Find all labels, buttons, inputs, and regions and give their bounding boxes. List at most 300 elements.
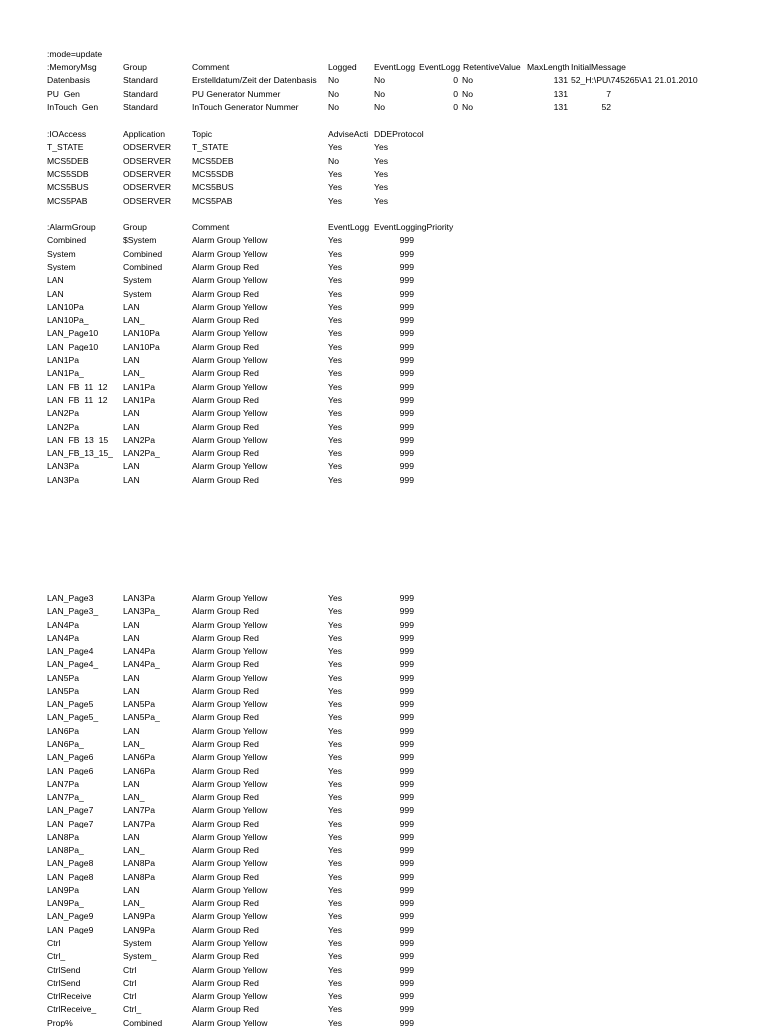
alarm-group-header — [0, 223, 768, 236]
cell: Yes — [328, 766, 343, 776]
table-row — [0, 157, 768, 170]
cell: Alarm Group Red — [192, 607, 259, 616]
cell: Group — [123, 223, 147, 232]
cell: 999 — [399, 342, 414, 352]
cell: System_ — [123, 289, 157, 299]
cell: 999 — [399, 832, 414, 842]
cell: 999 — [399, 422, 414, 432]
cell: Yes — [328, 793, 343, 802]
cell: Yes — [328, 992, 343, 1001]
cell: 999 — [399, 806, 414, 815]
cell: EventLoggingPriority — [374, 223, 454, 232]
table-row — [0, 76, 768, 89]
cell: ODSERVER — [123, 183, 172, 192]
cell: LAN6Pa_ — [123, 766, 160, 776]
cell: LAN8Pa_ — [123, 872, 160, 882]
cell: LAN — [123, 779, 140, 789]
cell: No — [374, 76, 385, 85]
cell: Alarm Group Red — [192, 449, 259, 458]
table-row — [0, 926, 768, 939]
cell: Alarm Group Red — [192, 342, 259, 352]
cell: Yes — [328, 912, 343, 922]
cell: 999 — [399, 289, 414, 299]
cell: 999 — [399, 673, 414, 683]
cell: LAN — [123, 462, 140, 471]
cell: ODSERVER — [123, 196, 172, 206]
cell: LAN1Pa — [47, 356, 80, 365]
cell: Yes — [328, 382, 343, 392]
cell: Yes — [328, 872, 343, 882]
cell: LAN — [123, 832, 140, 842]
cell: LAN_ — [123, 475, 145, 485]
cell: No — [328, 102, 339, 112]
cell: LAN_ — [123, 422, 145, 432]
table-row — [0, 713, 768, 726]
cell: LAN_ — [123, 316, 145, 325]
cell: $System — [123, 236, 157, 245]
table-row — [0, 236, 768, 249]
cell: Yes — [374, 169, 389, 179]
cell: LAN_FB_11_12_ — [47, 395, 113, 405]
cell: LAN8Pa — [123, 859, 156, 868]
cell: 131 — [553, 76, 568, 85]
cell: Alarm Group Red — [192, 766, 259, 776]
cell: 52 — [601, 102, 611, 112]
table-row — [0, 647, 768, 660]
cell: Yes — [328, 449, 343, 458]
table-row — [0, 793, 768, 806]
cell: Alarm Group Yellow — [192, 753, 268, 762]
cell: 999 — [399, 594, 414, 603]
cell: :MemoryMsg — [47, 63, 97, 72]
cell: Comment — [192, 223, 230, 232]
table-row — [0, 290, 768, 303]
cell: RetentiveValue — [463, 63, 521, 72]
cell: :mode=update — [47, 50, 103, 59]
table-row — [0, 396, 768, 409]
cell: MCS5DEB — [192, 156, 234, 166]
cell: LAN — [123, 356, 140, 365]
cell: Yes — [328, 885, 343, 895]
cell: EventLogg — [374, 63, 416, 72]
table-row — [0, 197, 768, 210]
cell: Yes — [328, 329, 343, 338]
cell: 999 — [399, 276, 414, 285]
cell: Yes — [328, 647, 343, 656]
cell: Yes — [328, 806, 343, 815]
cell: Yes — [328, 1005, 343, 1014]
table-row — [0, 899, 768, 912]
cell: Ctrl_ — [123, 1005, 142, 1014]
cell: Yes — [328, 739, 343, 749]
cell: Alarm Group Red — [192, 660, 259, 669]
cell: :AlarmGroup — [47, 223, 96, 232]
cell: 999 — [399, 992, 414, 1001]
cell: 999 — [399, 859, 414, 868]
cell: 999 — [399, 872, 414, 882]
cell: Alarm Group Yellow — [192, 356, 268, 365]
cell: LAN_Page7 — [47, 806, 94, 815]
cell: Alarm Group Yellow — [192, 859, 268, 868]
cell: Alarm Group Yellow — [192, 409, 268, 418]
cell: Datenbasis — [47, 76, 90, 85]
cell: Yes — [328, 832, 343, 842]
table-row — [0, 806, 768, 819]
table-row — [0, 183, 768, 196]
cell: Yes — [328, 409, 343, 418]
cell: EventLogg — [419, 63, 461, 72]
cell: LAN3Pa — [123, 594, 156, 603]
cell: No — [328, 156, 339, 166]
cell: Yes — [328, 236, 343, 245]
cell: 999 — [399, 753, 414, 762]
cell: CtrlReceive — [47, 992, 92, 1001]
cell: 0 — [453, 89, 458, 99]
cell: Yes — [328, 620, 343, 630]
table-row — [0, 939, 768, 952]
cell: LAN5Pa — [123, 700, 156, 709]
cell: Combined — [123, 1018, 163, 1028]
cell: Alarm Group Yellow — [192, 647, 268, 656]
cell: System — [123, 939, 152, 948]
cell: LAN7Pa — [123, 806, 156, 815]
cell: Alarm Group Red — [192, 422, 259, 432]
cell: CtrlSend — [47, 965, 81, 975]
cell: PU_Gen — [47, 89, 80, 99]
cell: Yes — [328, 143, 343, 152]
cell: Alarm Group Yellow — [192, 620, 268, 630]
cell: Logged — [328, 63, 357, 72]
cell: Yes — [328, 859, 343, 868]
table-row — [0, 674, 768, 687]
cell: LAN_ — [47, 289, 69, 299]
cell: ODSERVER — [123, 156, 172, 166]
table-row — [0, 423, 768, 436]
cell: Yes — [328, 819, 343, 829]
cell: Alarm Group Red — [192, 633, 259, 643]
table-row — [0, 621, 768, 634]
cell: 131 — [553, 89, 568, 99]
cell: Alarm Group Red — [192, 1005, 259, 1014]
cell: 999 — [399, 647, 414, 656]
cell: Alarm Group Red — [192, 395, 259, 405]
table-row — [0, 263, 768, 276]
cell: Topic — [192, 130, 213, 139]
cell: Yes — [374, 183, 389, 192]
cell: Prop% — [47, 1018, 73, 1028]
cell: Yes — [328, 196, 343, 206]
cell: 999 — [399, 846, 414, 855]
cell: 999 — [399, 899, 414, 908]
cell: Alarm Group Yellow — [192, 329, 268, 338]
cell: Alarm Group Red — [192, 739, 259, 749]
cell: Alarm Group Yellow — [192, 806, 268, 815]
cell: Yes — [328, 475, 343, 485]
cell: Alarm Group Yellow — [192, 885, 268, 895]
cell: Yes — [328, 939, 343, 948]
table-row — [0, 170, 768, 183]
cell: 999 — [399, 713, 414, 723]
cell: 999 — [399, 409, 414, 418]
cell: Yes — [328, 342, 343, 352]
cell: 999 — [399, 236, 414, 245]
cell: Alarm Group Yellow — [192, 249, 268, 259]
cell: MCS5SDB — [47, 169, 89, 179]
cell: Yes — [328, 700, 343, 709]
table-row — [0, 303, 768, 316]
cell: 999 — [399, 700, 414, 709]
table-row — [0, 436, 768, 449]
cell: 999 — [399, 382, 414, 392]
cell: Yes — [328, 965, 343, 975]
cell: Yes — [328, 686, 343, 696]
cell: LAN1Pa — [123, 382, 156, 392]
cell: Ctrl_ — [47, 952, 66, 961]
cell: DDEProtocol — [374, 130, 424, 139]
cell: InitialMessage — [571, 63, 626, 72]
cell: Combined — [47, 236, 87, 245]
table-row — [0, 846, 768, 859]
cell: LAN7Pa_ — [47, 793, 84, 802]
cell: Alarm Group Yellow — [192, 700, 268, 709]
table-row — [0, 740, 768, 753]
cell: Comment — [192, 63, 230, 72]
cell: Yes — [328, 779, 343, 789]
cell: Yes — [328, 952, 343, 961]
cell: 131 — [553, 102, 568, 112]
cell: LAN9Pa_ — [123, 925, 160, 935]
cell: LAN1Pa_ — [123, 395, 160, 405]
cell: 999 — [399, 262, 414, 272]
cell: Combined — [123, 262, 163, 272]
cell: LAN_ — [123, 633, 145, 643]
cell: LAN5Pa_ — [123, 713, 160, 723]
table-row — [0, 727, 768, 740]
cell: Standard — [123, 76, 158, 85]
cell: No — [374, 89, 385, 99]
cell: LAN_FB_13_15_ — [47, 449, 113, 458]
cell: MCS5PAB — [192, 196, 233, 206]
cell: Alarm Group Yellow — [192, 779, 268, 789]
cell: Alarm Group Yellow — [192, 276, 268, 285]
cell: LAN4Pa — [123, 647, 156, 656]
cell: LAN_Page6_ — [47, 766, 99, 776]
cell: Yes — [328, 183, 343, 192]
cell: Yes — [328, 422, 343, 432]
cell: 999 — [399, 952, 414, 961]
cell: Yes — [374, 196, 389, 206]
cell: Yes — [328, 753, 343, 762]
cell: LAN_Page3 — [47, 594, 94, 603]
cell: 999 — [399, 978, 414, 988]
cell: Alarm Group Red — [192, 713, 259, 723]
memory-msg-header — [0, 63, 768, 76]
cell: Alarm Group Red — [192, 846, 259, 855]
table-row — [0, 966, 768, 979]
cell: 999 — [399, 885, 414, 895]
cell: LAN8Pa — [47, 832, 80, 842]
cell: Yes — [328, 713, 343, 723]
cell: Standard — [123, 89, 158, 99]
cell: Standard — [123, 102, 158, 112]
cell: LAN_FB_11_12 — [47, 382, 108, 392]
table-row — [0, 607, 768, 620]
cell: No — [328, 89, 339, 99]
cell: Yes — [328, 356, 343, 365]
cell: Alarm Group Red — [192, 475, 259, 485]
table-row — [0, 859, 768, 872]
cell: 999 — [399, 660, 414, 669]
table-row — [0, 833, 768, 846]
cell: Erstelldatum/Zeit der Datenbasis — [192, 76, 317, 85]
cell: 999 — [399, 819, 414, 829]
cell: 999 — [399, 766, 414, 776]
cell: Alarm Group Yellow — [192, 382, 268, 392]
cell: MCS5PAB — [47, 196, 88, 206]
cell: Alarm Group Red — [192, 978, 259, 988]
table-row — [0, 90, 768, 103]
cell: Yes — [328, 726, 343, 736]
cell: MCS5BUS — [192, 183, 234, 192]
cell: InTouch_Gen — [47, 102, 99, 112]
cell: Alarm Group Yellow — [192, 462, 268, 471]
cell: Ctrl — [47, 939, 61, 948]
cell: LAN_ — [123, 899, 145, 908]
cell: 999 — [399, 620, 414, 630]
cell: System — [123, 276, 152, 285]
table-row — [0, 476, 768, 489]
cell: 999 — [399, 939, 414, 948]
cell: LAN3Pa_ — [47, 475, 84, 485]
cell: Yes — [328, 594, 343, 603]
table-row — [0, 594, 768, 607]
cell: Alarm Group Red — [192, 262, 259, 272]
cell: Yes — [374, 156, 389, 166]
cell: LAN_Page8 — [47, 859, 94, 868]
cell: No — [462, 102, 473, 112]
cell: LAN5Pa — [47, 673, 80, 683]
cell: LAN_Page5 — [47, 700, 94, 709]
cell: LAN4Pa — [47, 620, 80, 630]
cell: LAN6Pa — [123, 753, 156, 762]
table-row — [0, 462, 768, 475]
table-row — [0, 700, 768, 713]
cell: LAN9Pa_ — [47, 899, 84, 908]
cell: AdviseActi — [328, 130, 369, 139]
cell: 999 — [399, 369, 414, 378]
cell: Yes — [328, 395, 343, 405]
cell: Group — [123, 63, 147, 72]
cell: LAN5Pa_ — [47, 686, 84, 696]
cell: Alarm Group Yellow — [192, 594, 268, 603]
cell: 7 — [606, 89, 611, 99]
table-row — [0, 356, 768, 369]
cell: InTouch Generator Nummer — [192, 102, 299, 112]
table-row — [0, 329, 768, 342]
table-row — [0, 979, 768, 992]
cell: 999 — [399, 779, 414, 789]
cell: LAN3Pa_ — [123, 607, 160, 616]
cell: T_STATE — [192, 143, 229, 152]
cell: 999 — [399, 316, 414, 325]
cell: System_ — [47, 262, 81, 272]
cell: Yes — [328, 899, 343, 908]
cell: 999 — [399, 965, 414, 975]
cell: Yes — [328, 1018, 343, 1028]
table-row — [0, 753, 768, 766]
cell: Alarm Group Yellow — [192, 302, 268, 312]
cell: MCS5DEB — [47, 156, 89, 166]
cell: LAN_ — [123, 686, 145, 696]
cell: 999 — [399, 739, 414, 749]
cell: 0 — [453, 76, 458, 85]
cell: Yes — [328, 435, 343, 445]
cell: CtrlSend_ — [47, 978, 86, 988]
cell: Yes — [328, 846, 343, 855]
cell: Yes — [328, 462, 343, 471]
cell: Yes — [328, 169, 343, 179]
cell: EventLogg — [328, 223, 370, 232]
cell: 999 — [399, 686, 414, 696]
cell: LAN10Pa_ — [123, 342, 165, 352]
table-row — [0, 276, 768, 289]
cell: MaxLength — [527, 63, 570, 72]
cell: LAN — [123, 726, 140, 736]
cell: 999 — [399, 329, 414, 338]
cell: 999 — [399, 925, 414, 935]
cell: LAN_Page9_ — [47, 925, 99, 935]
cell: Alarm Group Red — [192, 686, 259, 696]
cell: LAN2Pa_ — [123, 449, 160, 458]
cell: LAN10Pa — [123, 329, 160, 338]
cell: LAN_Page4_ — [47, 660, 99, 669]
cell: 52_H:\PU\745265\A1 21.01.2010 — [571, 76, 698, 85]
cell: Alarm Group Red — [192, 369, 259, 378]
cell: LAN2Pa — [123, 435, 156, 445]
cell: LAN_Page10 — [47, 329, 99, 338]
cell: LAN_Page9 — [47, 912, 94, 922]
cell: Combined — [123, 249, 163, 259]
cell: Alarm Group Red — [192, 819, 259, 829]
cell: Yes — [328, 302, 343, 312]
cell: Alarm Group Yellow — [192, 673, 268, 683]
cell: LAN_ — [123, 369, 145, 378]
cell: LAN_Page10_ — [47, 342, 103, 352]
cell: 999 — [399, 356, 414, 365]
table-row — [0, 250, 768, 263]
cell: 999 — [399, 1018, 414, 1028]
cell: 999 — [399, 249, 414, 259]
cell: Ctrl_ — [123, 978, 142, 988]
cell: 999 — [399, 302, 414, 312]
cell: Alarm Group Red — [192, 925, 259, 935]
cell: 999 — [399, 793, 414, 802]
table-row — [0, 449, 768, 462]
cell: Alarm Group Red — [192, 899, 259, 908]
cell: LAN_ — [123, 793, 145, 802]
cell: LAN4Pa_ — [47, 633, 84, 643]
cell: System — [47, 249, 76, 259]
cell: LAN_Page8_ — [47, 872, 99, 882]
cell: System_ — [123, 952, 157, 961]
mode-line — [0, 50, 768, 63]
cell: LAN9Pa — [123, 912, 156, 922]
table-row — [0, 767, 768, 780]
cell: 999 — [399, 449, 414, 458]
cell: LAN2Pa — [47, 409, 80, 418]
cell: Alarm Group Yellow — [192, 992, 268, 1001]
cell: Yes — [374, 143, 389, 152]
